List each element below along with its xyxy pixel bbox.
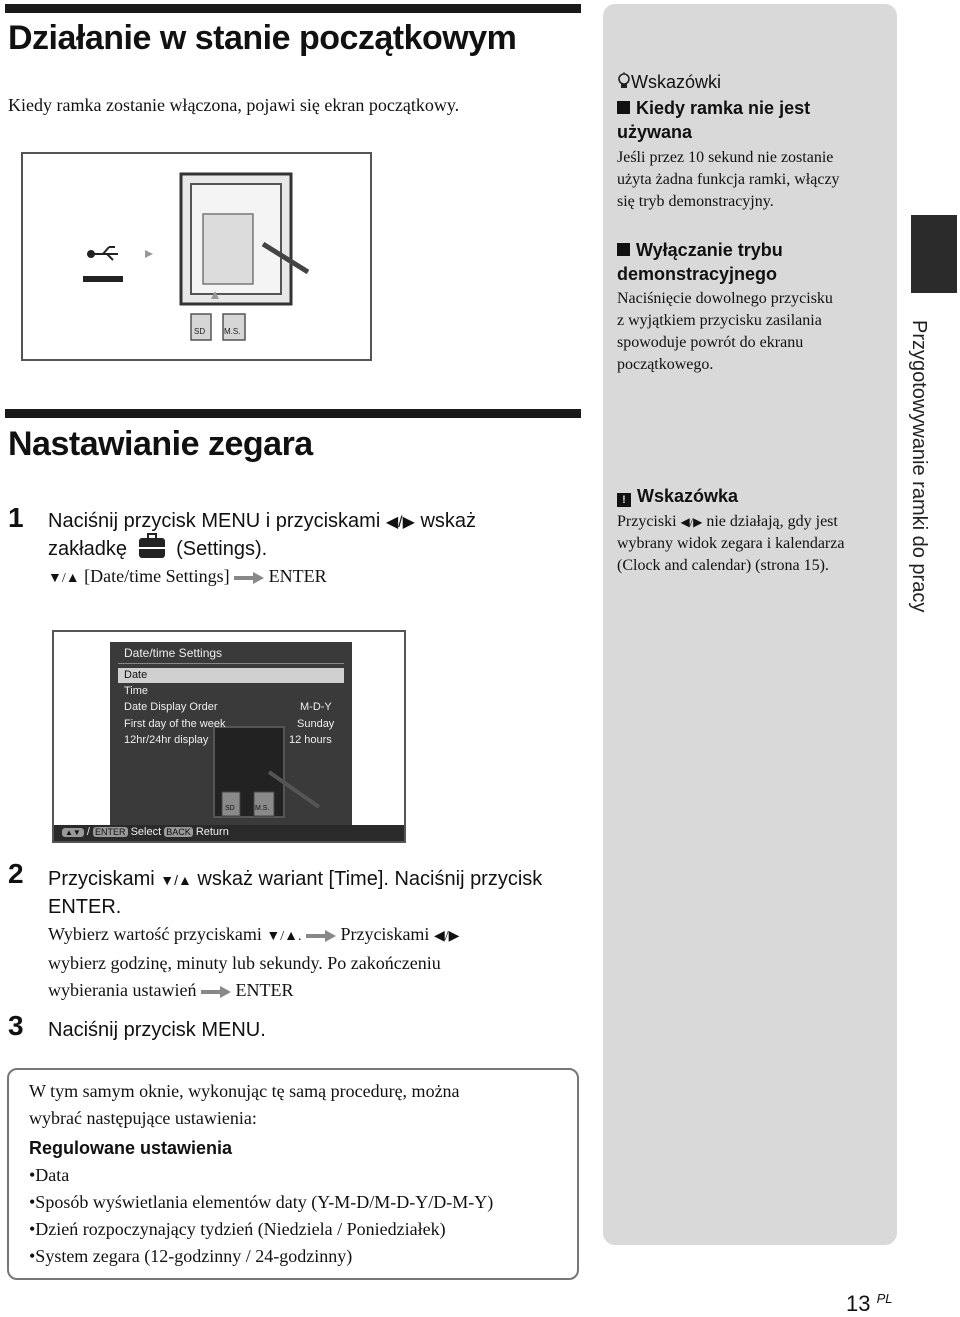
tip1-body: Jeśli przez 10 sekund nie zostanie użyta żadna funkcja ramki, włączy się tryb demonstracyjny.: [617, 149, 840, 210]
svg-text:SD: SD: [225, 805, 235, 812]
screen-row-date[interactable]: [118, 668, 344, 683]
screen-row-label[interactable]: Time: [124, 685, 149, 697]
proceed-arrow-icon: [306, 930, 336, 942]
left-right-arrows-icon: ◀/▶: [385, 514, 415, 531]
screen-row-label[interactable]: Date Display Order: [124, 701, 218, 713]
intro-text: Kiedy ramka zostanie włączona, pojawi się ekran początkowy.: [8, 95, 460, 115]
box-item: •Sposób wyświetlania elementów daty (Y-M-D/M-D-Y/D-M-Y): [29, 1192, 494, 1212]
box-line: wybrać następujące ustawienia:: [29, 1108, 257, 1128]
svg-text:M.S.: M.S.: [224, 327, 241, 336]
box-line: W tym samym oknie, wykonując tę samą procedurę, można: [29, 1081, 460, 1101]
step-1-number: 1: [8, 502, 24, 533]
hint-body: Przyciski ◀/▶ nie działają, gdy jest wybrany widok zegara i kalendarza (Clock and calendar) (strona 15).: [617, 513, 845, 574]
usb-icon: [88, 247, 118, 260]
step-3-text: Naciśnij przycisk MENU.: [48, 1019, 266, 1041]
step-2-number: 2: [8, 858, 24, 889]
proceed-arrow-icon: [234, 572, 264, 584]
section-rule-clock: [5, 409, 581, 418]
box-heading: Regulowane ustawienia: [29, 1138, 233, 1158]
note-icon: !: [617, 493, 631, 507]
tip1-title: Kiedy ramka nie jest używana: [617, 98, 811, 142]
screen-row-label: Date: [124, 669, 148, 681]
screen-title: Date/time Settings: [124, 646, 223, 660]
tip2-title: Wyłączanie trybu demonstracyjnego: [617, 240, 783, 284]
tips-heading: Wskazówki: [617, 70, 721, 94]
screen-row-label[interactable]: 12hr/24hr display: [124, 734, 209, 746]
proceed-arrow-icon: [201, 986, 231, 998]
lightbulb-icon: [617, 72, 631, 90]
svg-text:M.S.: M.S.: [255, 805, 270, 812]
box-item: •Dzień rozpoczynający tydzień (Niedziela / Poniedziałek): [29, 1219, 446, 1239]
svg-text:SD: SD: [194, 327, 206, 336]
adjustable-settings-box: [7, 1068, 579, 1280]
page-number: 13 $^{PL}$: [846, 1291, 893, 1316]
square-bullet-icon: [617, 243, 630, 256]
box-item: •Data: [29, 1165, 70, 1185]
left-right-arrows-icon: ◀/▶: [433, 929, 460, 944]
screen-row-value: 12 hours: [289, 734, 332, 746]
step-1-sub: ▼/▲ [Date/time Settings] ENTER: [48, 566, 327, 586]
datetime-settings-screenshot: [52, 630, 406, 843]
tip2-body: Naciśnięcie dowolnego przycisku z wyjątkiem przycisku zasilania spowoduje powrót do ekranu początkowego.: [617, 290, 833, 373]
step-1-text: Naciśnij przycisk MENU i przyciskami ◀/▶ wskaż zakładkę (Settings).: [48, 510, 477, 560]
square-bullet-icon: [617, 101, 630, 114]
screen-footer-content: ▲▼ / ENTER Select BACK Return: [62, 826, 229, 838]
screen-row-value: Sunday: [297, 718, 335, 730]
left-right-arrows-icon: ◀/▶: [680, 515, 703, 529]
section-title-clock: Nastawianie zegara: [8, 425, 313, 463]
step-3-number: 3: [8, 1010, 24, 1041]
screen-row-label[interactable]: First day of the week: [124, 718, 226, 730]
chapter-tab-label: Przygotowywanie ramki do pracy: [908, 320, 930, 613]
hint-title: ! Wskazówka: [617, 484, 738, 508]
up-down-arrows-icon: ▼/▲: [48, 571, 80, 586]
up-down-arrows-icon: ▼/▲: [160, 872, 192, 888]
frame-initial-illustration: [21, 152, 372, 361]
screen-row-value: M-D-Y: [300, 701, 332, 713]
step-2-sub: Wybierz wartość przyciskami ▼/▲. Przyciskami ◀/▶ wybierz godzinę, minuty lub sekundy. Po zakończeniu wybierania ustawień ENTER: [48, 924, 460, 1000]
arrow-right-icon: [145, 250, 153, 258]
section-title-initial-state: Działanie w stanie początkowym: [8, 19, 517, 57]
frame-drawing: [23, 154, 370, 359]
step-2-text: Przyciskami ▼/▲ wskaż wariant [Time]. Naciśnij przycisk ENTER.: [48, 868, 543, 918]
chapter-tab: [911, 215, 957, 293]
toolbox-icon: [139, 538, 165, 558]
section-rule-top: [5, 4, 581, 13]
up-down-arrows-icon: ▼/▲.: [266, 929, 302, 944]
box-item: •System zegara (12-godzinny / 24-godzinny): [29, 1246, 353, 1266]
